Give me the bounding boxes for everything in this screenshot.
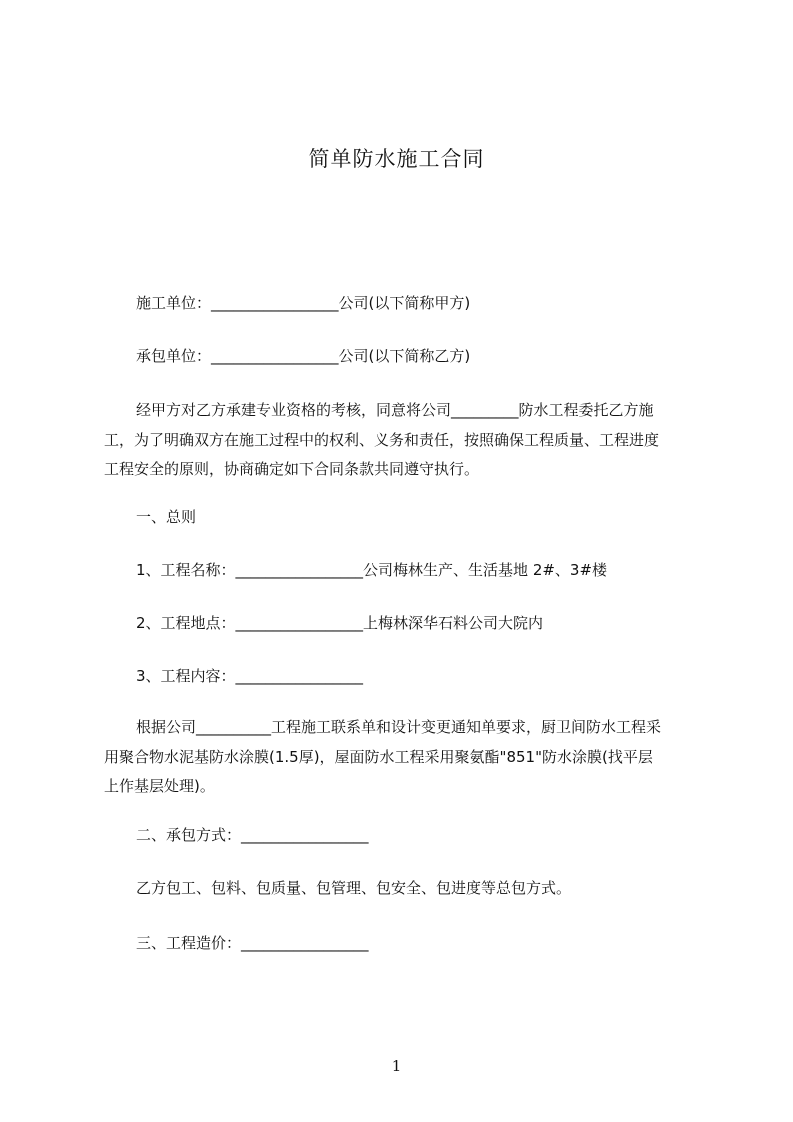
project-name-line: 1、工程名称：_________________公司梅林生产、生活基地 2#、3#楼 <box>136 561 608 579</box>
intro-line: 工程安全的原则，协商确定如下合同条款共同遵守执行。 <box>104 460 480 478</box>
party-b-line: 承包单位：_________________公司(以下简称乙方) <box>136 347 471 365</box>
project-cost-heading: 三、工程造价：_________________ <box>136 934 369 952</box>
intro-paragraph <box>104 396 704 485</box>
project-content-line: 3、工程内容：_________________ <box>136 667 364 685</box>
intro-line: 经甲方对乙方承建专业资格的考核，同意将公司_________防水工程委托乙方施 <box>136 401 654 419</box>
content-line: 根据公司__________工程施工联系单和设计变更通知单要求，厨卫间防水工程采 <box>136 718 662 736</box>
page-number: 1 <box>391 1057 402 1075</box>
content-line: 用聚合物水泥基防水涂膜(1.5厚)，屋面防水工程采用聚氨酯"851"防水涂膜(找平层 <box>104 747 653 766</box>
party-a-line: 施工单位：_________________公司(以下简称甲方) <box>136 294 471 312</box>
project-location-line: 2、工程地点：_________________上梅林深华石料公司大院内 <box>136 614 544 632</box>
content-paragraph <box>104 713 704 802</box>
intro-line: 工，为了明确双方在施工过程中的权利、义务和责任，按照确保工程质量、工程进度 <box>104 430 660 449</box>
page-title: 简单防水施工合同 <box>308 147 485 171</box>
contract-method-text: 乙方包工、包料、包质量、包管理、包安全、包进度等总包方式。 <box>136 879 572 897</box>
content-line: 上作基层处理)。 <box>104 777 215 795</box>
contract-method-heading: 二、承包方式：_________________ <box>136 826 369 844</box>
section-general-heading: 一、总则 <box>136 508 197 526</box>
